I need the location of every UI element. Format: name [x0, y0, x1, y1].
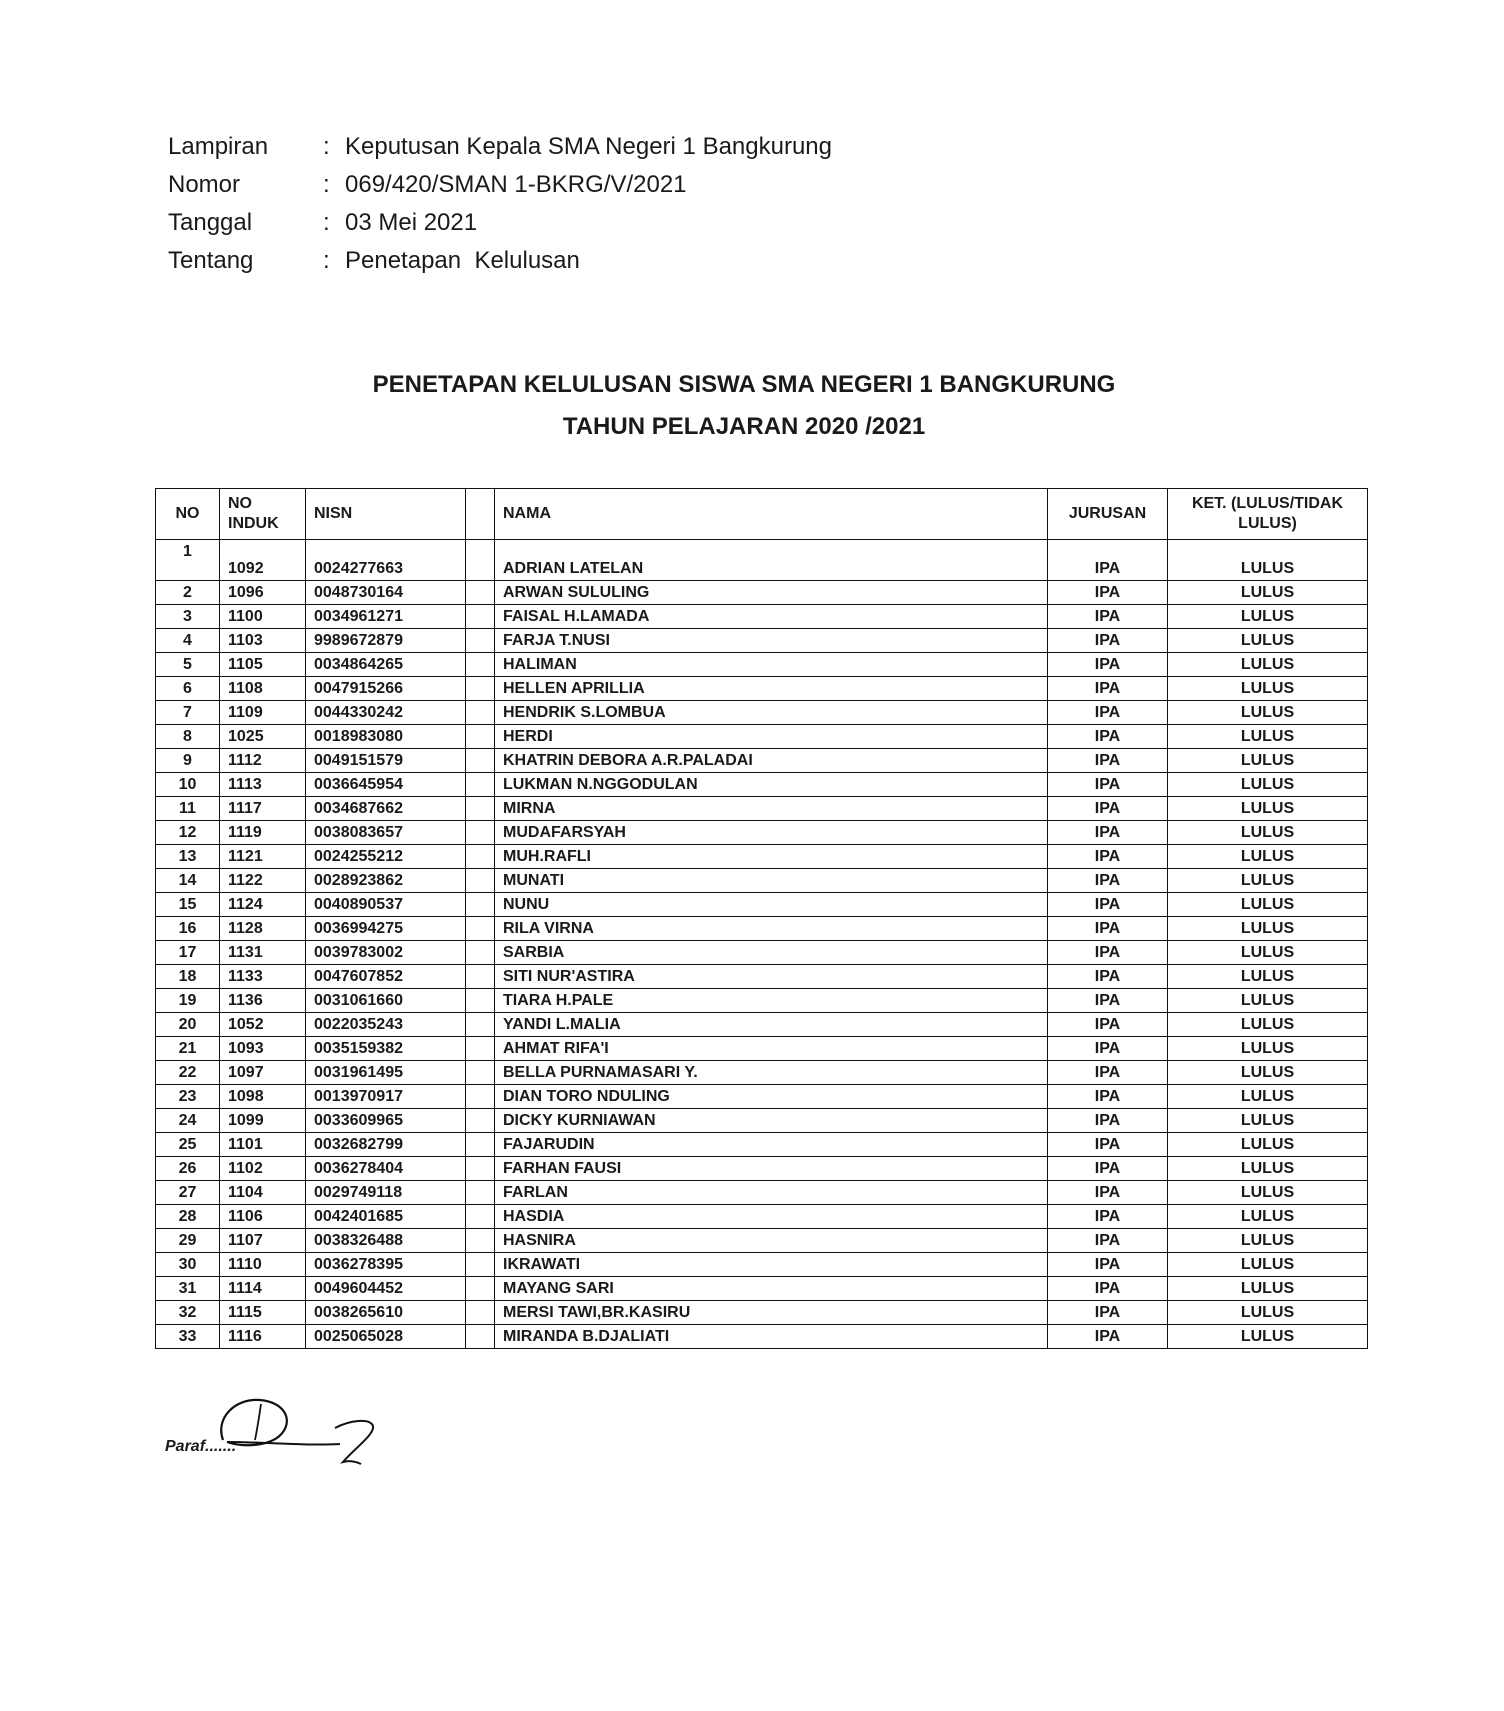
row-nisn: 0038326488 — [306, 1229, 466, 1253]
row-jurusan: IPA — [1048, 1157, 1168, 1181]
row-blank — [466, 605, 495, 629]
row-jurusan: IPA — [1048, 1229, 1168, 1253]
row-blank — [466, 1325, 495, 1349]
row-no-induk: 1092 — [220, 540, 306, 581]
row-blank — [466, 1157, 495, 1181]
row-blank — [466, 1229, 495, 1253]
header-value: 03 Mei 2021 — [345, 209, 478, 236]
header-label: Tanggal — [168, 209, 253, 236]
document-header — [168, 128, 832, 280]
table-row — [156, 1229, 1368, 1253]
row-nisn: 0025065028 — [306, 1325, 466, 1349]
row-nisn: 0028923862 — [306, 869, 466, 893]
row-ket: LULUS — [1168, 821, 1368, 845]
row-no-induk: 1052 — [220, 1013, 306, 1037]
table-row — [156, 1037, 1368, 1061]
row-nisn: 0036278395 — [306, 1253, 466, 1277]
row-jurusan: IPA — [1048, 1133, 1168, 1157]
row-nama: MUDAFARSYAH — [495, 821, 1048, 845]
row-blank — [466, 1061, 495, 1085]
table-body — [156, 540, 1368, 1349]
row-ket: LULUS — [1168, 1157, 1368, 1181]
row-no-induk: 1108 — [220, 677, 306, 701]
row-ket: LULUS — [1168, 893, 1368, 917]
row-no: 11 — [156, 797, 220, 821]
row-no-induk: 1121 — [220, 845, 306, 869]
header-row-nomor — [168, 166, 832, 204]
graduation-table — [155, 488, 1368, 1349]
row-nama: HENDRIK S.LOMBUA — [495, 701, 1048, 725]
row-jurusan: IPA — [1048, 1061, 1168, 1085]
row-no: 1 — [156, 540, 220, 581]
row-no: 20 — [156, 1013, 220, 1037]
row-nisn: 0034864265 — [306, 653, 466, 677]
row-blank — [466, 1133, 495, 1157]
row-blank — [466, 1181, 495, 1205]
row-blank — [466, 773, 495, 797]
row-no: 17 — [156, 941, 220, 965]
row-no: 6 — [156, 677, 220, 701]
row-ket: LULUS — [1168, 1109, 1368, 1133]
row-nama: FARJA T.NUSI — [495, 629, 1048, 653]
row-nama: HASNIRA — [495, 1229, 1048, 1253]
row-no-induk: 1103 — [220, 629, 306, 653]
row-no: 24 — [156, 1109, 220, 1133]
row-jurusan: IPA — [1048, 1181, 1168, 1205]
row-nama: TIARA H.PALE — [495, 989, 1048, 1013]
row-no: 7 — [156, 701, 220, 725]
row-no-induk: 1131 — [220, 941, 306, 965]
row-nisn: 0038083657 — [306, 821, 466, 845]
row-ket: LULUS — [1168, 581, 1368, 605]
table-row — [156, 797, 1368, 821]
row-no: 12 — [156, 821, 220, 845]
table-row — [156, 1181, 1368, 1205]
header-row-tanggal — [168, 204, 832, 242]
row-ket: LULUS — [1168, 1061, 1368, 1085]
row-no: 18 — [156, 965, 220, 989]
row-ket: LULUS — [1168, 1277, 1368, 1301]
row-blank — [466, 749, 495, 773]
row-ket: LULUS — [1168, 725, 1368, 749]
row-jurusan: IPA — [1048, 845, 1168, 869]
row-no: 8 — [156, 725, 220, 749]
row-nisn: 0049604452 — [306, 1277, 466, 1301]
row-jurusan: IPA — [1048, 1109, 1168, 1133]
table-row — [156, 749, 1368, 773]
row-no: 14 — [156, 869, 220, 893]
table-row — [156, 1253, 1368, 1277]
header-colon: : — [323, 133, 330, 160]
row-ket: LULUS — [1168, 917, 1368, 941]
row-no-induk: 1115 — [220, 1301, 306, 1325]
row-nama: MAYANG SARI — [495, 1277, 1048, 1301]
row-no: 22 — [156, 1061, 220, 1085]
row-nama: BELLA PURNAMASARI Y. — [495, 1061, 1048, 1085]
row-no-induk: 1119 — [220, 821, 306, 845]
row-blank — [466, 1085, 495, 1109]
row-no: 29 — [156, 1229, 220, 1253]
row-blank — [466, 629, 495, 653]
row-no-induk: 1133 — [220, 965, 306, 989]
row-no: 27 — [156, 1181, 220, 1205]
table-row — [156, 941, 1368, 965]
row-ket: LULUS — [1168, 965, 1368, 989]
row-no: 13 — [156, 845, 220, 869]
row-nama: ADRIAN LATELAN — [495, 540, 1048, 581]
table-row — [156, 869, 1368, 893]
row-nisn: 0024255212 — [306, 845, 466, 869]
row-nisn: 0013970917 — [306, 1085, 466, 1109]
row-jurusan: IPA — [1048, 1037, 1168, 1061]
row-nama: HELLEN APRILLIA — [495, 677, 1048, 701]
signature-block — [165, 1390, 395, 1480]
row-nisn: 0047607852 — [306, 965, 466, 989]
table-row — [156, 1157, 1368, 1181]
row-jurusan: IPA — [1048, 773, 1168, 797]
table-row — [156, 989, 1368, 1013]
row-no: 3 — [156, 605, 220, 629]
row-jurusan: IPA — [1048, 1253, 1168, 1277]
row-ket: LULUS — [1168, 797, 1368, 821]
row-no: 10 — [156, 773, 220, 797]
row-jurusan: IPA — [1048, 1277, 1168, 1301]
row-no-induk: 1025 — [220, 725, 306, 749]
row-ket: LULUS — [1168, 1325, 1368, 1349]
row-jurusan: IPA — [1048, 677, 1168, 701]
table-row — [156, 893, 1368, 917]
row-no-induk: 1093 — [220, 1037, 306, 1061]
row-jurusan: IPA — [1048, 821, 1168, 845]
row-ket: LULUS — [1168, 1037, 1368, 1061]
row-no-induk: 1122 — [220, 869, 306, 893]
row-nama: HASDIA — [495, 1205, 1048, 1229]
row-nisn: 0044330242 — [306, 701, 466, 725]
row-no-induk: 1107 — [220, 1229, 306, 1253]
row-ket: LULUS — [1168, 749, 1368, 773]
row-jurusan: IPA — [1048, 941, 1168, 965]
row-blank — [466, 1301, 495, 1325]
row-ket: LULUS — [1168, 1085, 1368, 1109]
row-blank — [466, 581, 495, 605]
row-no: 26 — [156, 1157, 220, 1181]
row-jurusan: IPA — [1048, 1205, 1168, 1229]
row-ket: LULUS — [1168, 1301, 1368, 1325]
row-no: 30 — [156, 1253, 220, 1277]
row-no: 23 — [156, 1085, 220, 1109]
header-value: 069/420/SMAN 1-BKRG/V/2021 — [345, 171, 687, 198]
row-ket: LULUS — [1168, 773, 1368, 797]
row-no: 21 — [156, 1037, 220, 1061]
header-row-lampiran — [168, 128, 832, 166]
row-no-induk: 1106 — [220, 1205, 306, 1229]
row-jurusan: IPA — [1048, 989, 1168, 1013]
row-blank — [466, 725, 495, 749]
table-row — [156, 845, 1368, 869]
row-blank — [466, 917, 495, 941]
row-nisn: 0034961271 — [306, 605, 466, 629]
header-ket: KET. (LULUS/TIDAK LULUS) — [1168, 489, 1368, 540]
table-row — [156, 917, 1368, 941]
row-nisn: 0036994275 — [306, 917, 466, 941]
row-nisn: 0036645954 — [306, 773, 466, 797]
row-blank — [466, 1013, 495, 1037]
row-no-induk: 1113 — [220, 773, 306, 797]
row-ket: LULUS — [1168, 1229, 1368, 1253]
row-no-induk: 1114 — [220, 1277, 306, 1301]
row-nama: MIRNA — [495, 797, 1048, 821]
row-no: 32 — [156, 1301, 220, 1325]
row-blank — [466, 540, 495, 581]
table-row — [156, 540, 1368, 581]
row-jurusan: IPA — [1048, 1325, 1168, 1349]
row-jurusan: IPA — [1048, 1013, 1168, 1037]
row-blank — [466, 989, 495, 1013]
row-ket: LULUS — [1168, 1253, 1368, 1277]
row-jurusan: IPA — [1048, 1085, 1168, 1109]
table-row — [156, 1085, 1368, 1109]
row-nama: DICKY KURNIAWAN — [495, 1109, 1048, 1133]
row-no-induk: 1112 — [220, 749, 306, 773]
row-no: 33 — [156, 1325, 220, 1349]
header-colon: : — [323, 171, 330, 198]
row-nama: LUKMAN N.NGGODULAN — [495, 773, 1048, 797]
table-row — [156, 1277, 1368, 1301]
row-nisn: 0042401685 — [306, 1205, 466, 1229]
table-row — [156, 965, 1368, 989]
table-row — [156, 725, 1368, 749]
row-nisn: 0018983080 — [306, 725, 466, 749]
row-no: 28 — [156, 1205, 220, 1229]
row-nama: AHMAT RIFA'I — [495, 1037, 1048, 1061]
row-jurusan: IPA — [1048, 893, 1168, 917]
row-ket: LULUS — [1168, 629, 1368, 653]
row-nisn: 0022035243 — [306, 1013, 466, 1037]
row-jurusan: IPA — [1048, 701, 1168, 725]
row-nisn: 0029749118 — [306, 1181, 466, 1205]
row-no: 19 — [156, 989, 220, 1013]
row-nama: YANDI L.MALIA — [495, 1013, 1048, 1037]
row-blank — [466, 821, 495, 845]
row-no-induk: 1104 — [220, 1181, 306, 1205]
row-nama: HALIMAN — [495, 653, 1048, 677]
row-jurusan: IPA — [1048, 605, 1168, 629]
header-blank — [466, 489, 495, 540]
row-nama: FAISAL H.LAMADA — [495, 605, 1048, 629]
row-nisn: 0031061660 — [306, 989, 466, 1013]
row-nama: KHATRIN DEBORA A.R.PALADAI — [495, 749, 1048, 773]
row-nisn: 0038265610 — [306, 1301, 466, 1325]
table-row — [156, 773, 1368, 797]
row-blank — [466, 797, 495, 821]
row-blank — [466, 965, 495, 989]
row-jurusan: IPA — [1048, 965, 1168, 989]
row-nisn: 0049151579 — [306, 749, 466, 773]
row-blank — [466, 1205, 495, 1229]
row-no-induk: 1101 — [220, 1133, 306, 1157]
row-nisn: 0036278404 — [306, 1157, 466, 1181]
table-row — [156, 677, 1368, 701]
row-no-induk: 1124 — [220, 893, 306, 917]
table-row — [156, 1325, 1368, 1349]
table-row — [156, 1109, 1368, 1133]
header-no: NO — [156, 489, 220, 540]
row-blank — [466, 845, 495, 869]
row-blank — [466, 1253, 495, 1277]
row-no-induk: 1117 — [220, 797, 306, 821]
row-no: 2 — [156, 581, 220, 605]
table-row — [156, 1133, 1368, 1157]
table-row — [156, 653, 1368, 677]
row-no-induk: 1136 — [220, 989, 306, 1013]
table-row — [156, 1205, 1368, 1229]
row-no: 16 — [156, 917, 220, 941]
row-nisn: 0040890537 — [306, 893, 466, 917]
row-blank — [466, 677, 495, 701]
row-nama: SITI NUR'ASTIRA — [495, 965, 1048, 989]
header-no-induk: NO INDUK — [220, 489, 306, 540]
table-row — [156, 629, 1368, 653]
row-ket: LULUS — [1168, 941, 1368, 965]
row-ket: LULUS — [1168, 869, 1368, 893]
row-no: 4 — [156, 629, 220, 653]
row-nama: DIAN TORO NDULING — [495, 1085, 1048, 1109]
row-nisn: 0048730164 — [306, 581, 466, 605]
row-nama: MUNATI — [495, 869, 1048, 893]
row-no-induk: 1098 — [220, 1085, 306, 1109]
title-line-1: PENETAPAN KELULUSAN SISWA SMA NEGERI 1 BANGKURUNG — [372, 371, 1116, 398]
row-jurusan: IPA — [1048, 1301, 1168, 1325]
header-label: Nomor — [168, 171, 241, 198]
table-row — [156, 701, 1368, 725]
row-ket: LULUS — [1168, 989, 1368, 1013]
row-nisn: 0024277663 — [306, 540, 466, 581]
header-nama: NAMA — [495, 489, 1048, 540]
row-ket: LULUS — [1168, 540, 1368, 581]
row-ket: LULUS — [1168, 845, 1368, 869]
row-jurusan: IPA — [1048, 629, 1168, 653]
row-nama: FARHAN FAUSI — [495, 1157, 1048, 1181]
row-jurusan: IPA — [1048, 581, 1168, 605]
row-ket: LULUS — [1168, 1181, 1368, 1205]
row-blank — [466, 701, 495, 725]
table-row — [156, 1301, 1368, 1325]
header-value: Keputusan Kepala SMA Negeri 1 Bangkurung — [345, 133, 832, 160]
header-jurusan: JURUSAN — [1048, 489, 1168, 540]
row-no-induk: 1116 — [220, 1325, 306, 1349]
row-nama: IKRAWATI — [495, 1253, 1048, 1277]
row-nisn: 9989672879 — [306, 629, 466, 653]
row-no-induk: 1100 — [220, 605, 306, 629]
row-nama: MIRANDA B.DJALIATI — [495, 1325, 1048, 1349]
row-no: 9 — [156, 749, 220, 773]
row-no-induk: 1097 — [220, 1061, 306, 1085]
row-jurusan: IPA — [1048, 540, 1168, 581]
row-jurusan: IPA — [1048, 869, 1168, 893]
row-ket: LULUS — [1168, 677, 1368, 701]
row-blank — [466, 1037, 495, 1061]
paraf-label: Paraf....... — [165, 1438, 237, 1455]
row-nama: SARBIA — [495, 941, 1048, 965]
header-colon: : — [323, 247, 330, 274]
row-ket: LULUS — [1168, 1205, 1368, 1229]
row-blank — [466, 1277, 495, 1301]
signature-mark — [165, 1390, 395, 1480]
row-nama: NUNU — [495, 893, 1048, 917]
row-nama: FARLAN — [495, 1181, 1048, 1205]
header-label: Tentang — [168, 247, 254, 274]
row-no-induk: 1102 — [220, 1157, 306, 1181]
table-row — [156, 605, 1368, 629]
document-title — [0, 364, 1504, 448]
row-nisn: 0033609965 — [306, 1109, 466, 1133]
row-nama: ARWAN SULULING — [495, 581, 1048, 605]
row-jurusan: IPA — [1048, 653, 1168, 677]
row-no-induk: 1110 — [220, 1253, 306, 1277]
row-ket: LULUS — [1168, 701, 1368, 725]
header-colon: : — [323, 209, 330, 236]
row-nisn: 0034687662 — [306, 797, 466, 821]
row-no: 15 — [156, 893, 220, 917]
table-row — [156, 821, 1368, 845]
row-nama: HERDI — [495, 725, 1048, 749]
row-nama: RILA VIRNA — [495, 917, 1048, 941]
row-no: 31 — [156, 1277, 220, 1301]
table-row — [156, 581, 1368, 605]
row-blank — [466, 653, 495, 677]
row-nisn: 0032682799 — [306, 1133, 466, 1157]
row-jurusan: IPA — [1048, 725, 1168, 749]
row-ket: LULUS — [1168, 605, 1368, 629]
row-ket: LULUS — [1168, 1133, 1368, 1157]
row-jurusan: IPA — [1048, 797, 1168, 821]
table-row — [156, 1061, 1368, 1085]
row-ket: LULUS — [1168, 1013, 1368, 1037]
row-nama: FAJARUDIN — [495, 1133, 1048, 1157]
row-blank — [466, 1109, 495, 1133]
row-jurusan: IPA — [1048, 749, 1168, 773]
row-nisn: 0047915266 — [306, 677, 466, 701]
header-value: Penetapan Kelulusan — [345, 247, 580, 274]
row-no-induk: 1105 — [220, 653, 306, 677]
header-row-tentang — [168, 242, 832, 280]
row-blank — [466, 869, 495, 893]
row-blank — [466, 893, 495, 917]
row-nisn: 0039783002 — [306, 941, 466, 965]
row-nama: MUH.RAFLI — [495, 845, 1048, 869]
row-blank — [466, 941, 495, 965]
table-header-row — [156, 489, 1368, 540]
row-no-induk: 1096 — [220, 581, 306, 605]
table-row — [156, 1013, 1368, 1037]
row-no: 5 — [156, 653, 220, 677]
row-no-induk: 1128 — [220, 917, 306, 941]
row-jurusan: IPA — [1048, 917, 1168, 941]
row-nama: MERSI TAWI,BR.KASIRU — [495, 1301, 1048, 1325]
header-label: Lampiran — [168, 133, 269, 160]
row-no: 25 — [156, 1133, 220, 1157]
title-line-2: TAHUN PELAJARAN 2020 /2021 — [562, 413, 926, 440]
header-nisn: NISN — [306, 489, 466, 540]
row-ket: LULUS — [1168, 653, 1368, 677]
row-no-induk: 1109 — [220, 701, 306, 725]
row-no-induk: 1099 — [220, 1109, 306, 1133]
row-nisn: 0031961495 — [306, 1061, 466, 1085]
row-nisn: 0035159382 — [306, 1037, 466, 1061]
